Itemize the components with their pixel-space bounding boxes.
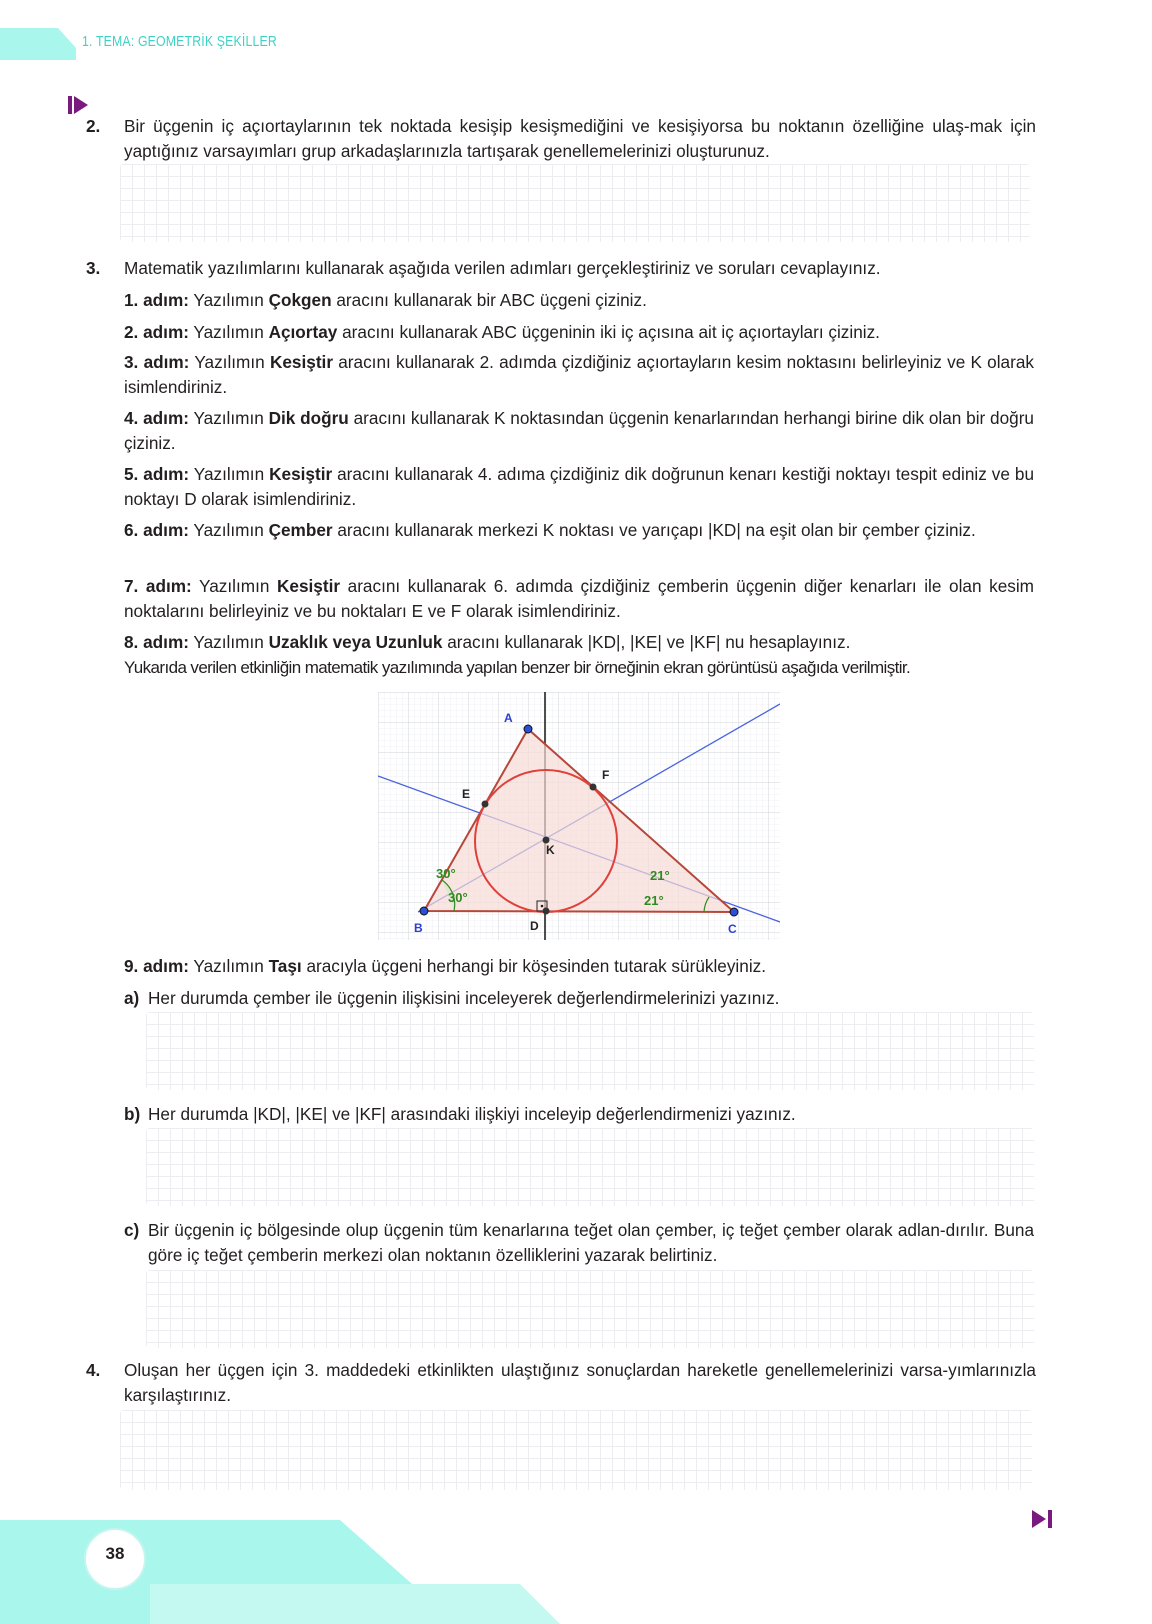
- subquestion-label: a): [124, 988, 140, 1008]
- answer-area-q4[interactable]: [120, 1410, 1032, 1490]
- page-number: 38: [105, 1544, 125, 1563]
- step-label: 2. adım:: [124, 322, 189, 342]
- step-label: 8. adım:: [124, 632, 189, 652]
- point-b: [420, 907, 428, 915]
- question-number: 3.: [86, 258, 101, 278]
- subquestion-text: Bir üçgenin iç bölgesinde olup üçgenin tüm kenarlarına teğet olan çember, iç teğet çember olarak adlan-dırılır. Buna göre iç teğet çemberin merkezi olan noktanın özelliklerini yazarak belirtiniz.: [148, 1220, 1034, 1265]
- step-label: 9. adım:: [124, 956, 189, 976]
- step-8: 8. adım: Yazılımın Uzaklık veya Uzunluk aracını kullanarak |KD|, |KE| ve |KF| nu hesaplayınız.: [124, 632, 851, 652]
- question-number: 4.: [86, 1360, 101, 1380]
- angle-label-c-lower: 21°: [644, 893, 664, 908]
- answer-area-c[interactable]: [146, 1270, 1034, 1348]
- step-label: 3. adım:: [124, 352, 190, 372]
- step-label: 1. adım:: [124, 290, 189, 310]
- step-label: 5. adım:: [124, 464, 190, 484]
- point-c: [730, 908, 738, 916]
- tool-name: Taşı: [268, 956, 302, 976]
- header-band: [0, 0, 90, 60]
- label-d: D: [530, 919, 539, 933]
- step-label: 7. adım:: [124, 576, 192, 596]
- subquestion-label: b): [124, 1104, 141, 1124]
- subquestion-text: Her durumda çember ile üçgenin ilişkisini inceleyerek değerlendirmelerinizi yazınız.: [148, 988, 780, 1008]
- tool-name: Çember: [268, 520, 333, 540]
- step-1: 1. adım: Yazılımın Çokgen aracını kullanarak bir ABC üçgeni çiziniz.: [124, 290, 647, 310]
- point-d: [543, 908, 550, 915]
- figure-note: Yukarıda verilen etkinliğin matematik yazılımında yapılan benzer bir örneğinin ekran görüntüsü aşağıda verilmiştir.: [124, 658, 911, 677]
- label-e: E: [462, 787, 471, 801]
- question-text: Oluşan her üçgen için 3. maddedeki etkinlikten ulaştığınız sonuçlardan hareketle genellemelerinizi varsa-yımlarınızla karşılaştırınız.: [124, 1360, 1036, 1405]
- point-e: [482, 801, 489, 808]
- step-label: 6. adım:: [124, 520, 189, 540]
- tool-name: Açıortay: [268, 322, 338, 342]
- label-k: K: [546, 843, 555, 857]
- subquestion-c: [124, 1218, 1034, 1268]
- angle-label-b-lower: 30°: [448, 890, 468, 905]
- subquestion-a: [124, 986, 1034, 1011]
- point-a: [524, 725, 532, 733]
- step-5: 5. adım: Yazılımın Kesiştir aracını kullanarak 4. adıma çizdiğiniz dik doğrunun kenarı kestiği noktayı tespit ediniz ve bu noktayı D olarak isimlendiriniz.: [124, 464, 1035, 509]
- label-c: C: [728, 922, 737, 936]
- subquestion-text: Her durumda |KD|, |KE| ve |KF| arasındaki ilişkiyi inceleyip değerlendirmenizi yazınız.: [148, 1104, 796, 1124]
- step-6: 6. adım: Yazılımın Çember aracını kullanarak merkezi K noktası ve yarıçapı |KD| na eşit olan bir çember çiziniz.: [124, 520, 976, 540]
- angle-label-b-upper: 30°: [436, 866, 456, 881]
- question-text: Bir üçgenin iç açıortaylarının tek noktada kesişip kesişmediğini ve kesişiyorsa bu noktanın özelliğine ulaş-mak için yaptığınız varsayımları grup arkadaşlarınızla tartışarak genellemelerinizi oluşturunuz.: [124, 116, 1036, 161]
- theme-prefix: 1. TEMA:: [82, 33, 135, 50]
- tool-name: Çokgen: [268, 290, 332, 310]
- answer-area-b[interactable]: [146, 1128, 1034, 1206]
- label-b: B: [414, 921, 423, 935]
- subquestion-b: [124, 1102, 1034, 1127]
- question-3: [86, 256, 1036, 281]
- theme-title: GEOMETRİK ŞEKİLLER: [137, 33, 277, 50]
- question-2: [86, 114, 1036, 164]
- step-7: 7. adım: Yazılımın Kesiştir aracını kullanarak 6. adımda çizdiğiniz çemberin üçgenin diğer kenarları ile olan kesim noktalarını belirleyiniz ve bu noktaları E ve F olarak isimlendiriniz.: [124, 576, 1034, 621]
- step-3: 3. adım: Yazılımın Kesiştir aracını kullanarak 2. adımda çizdiğiniz açıortayların kesim noktasını belirleyiniz ve K olarak isimlendiriniz.: [124, 352, 1034, 397]
- step-4: 4. adım: Yazılımın Dik doğru aracını kullanarak K noktasından üçgenin kenarlarından herhangi birine dik olan bir doğru çiziniz.: [124, 408, 1034, 453]
- step-2: 2. adım: Yazılımın Açıortay aracını kullanarak ABC üçgeninin iki iç açısına ait iç açıortayları çiziniz.: [124, 322, 880, 342]
- step-9: 9. adım: Yazılımın Taşı aracıyla üçgeni herhangi bir köşesinden tutarak sürükleyiniz.: [124, 956, 767, 976]
- footer-band: [0, 1520, 560, 1624]
- header-title: [82, 33, 277, 50]
- label-a: A: [504, 711, 513, 725]
- tool-name: Uzaklık veya Uzunluk: [268, 632, 443, 652]
- question-number: 2.: [86, 116, 101, 136]
- tool-name: Kesiştir: [269, 464, 333, 484]
- angle-label-c-upper: 21°: [650, 868, 670, 883]
- question-text: Matematik yazılımlarını kullanarak aşağıda verilen adımları gerçekleştiriniz ve soruları cevaplayınız.: [124, 258, 881, 278]
- tool-name: Kesiştir: [277, 576, 341, 596]
- point-f: [590, 784, 597, 791]
- step-label: 4. adım:: [124, 408, 189, 428]
- start-arrow-icon: [68, 94, 90, 116]
- question-4: [86, 1358, 1036, 1408]
- tool-name: Dik doğru: [268, 408, 349, 428]
- tool-name: Kesiştir: [269, 352, 334, 372]
- label-f: F: [602, 768, 610, 782]
- answer-area-a[interactable]: [146, 1012, 1034, 1090]
- answer-area-q2[interactable]: [120, 164, 1030, 242]
- subquestion-label: c): [124, 1220, 140, 1240]
- end-arrow-icon: [1032, 1508, 1056, 1530]
- incircle-figure: [378, 692, 780, 940]
